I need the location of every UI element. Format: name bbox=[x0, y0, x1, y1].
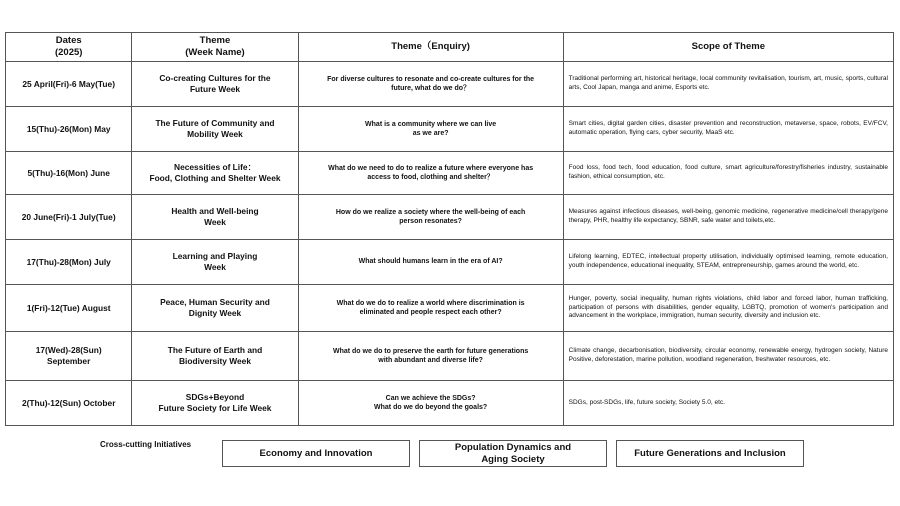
row-enquiry: What do we do to preserve the earth for future generations with abundant and diverse life? bbox=[298, 332, 563, 381]
row-dates: 2(Thu)-12(Sun) October bbox=[6, 381, 132, 426]
row-scope: Lifelong learning, EDTEC, intellectual property utilisation, individually optimised learning, remote education, youth independence, educational inequality, STEAM, entrepreneurship, games around the world, etc. bbox=[563, 240, 893, 285]
row-week: Health and Well-being Week bbox=[132, 195, 298, 240]
row-enquiry: What should humans learn in the era of AI? bbox=[298, 240, 563, 285]
row-enquiry: How do we realize a society where the well-being of each person resonates? bbox=[298, 195, 563, 240]
initiative-population-box bbox=[419, 440, 607, 467]
table-row bbox=[6, 152, 894, 195]
row-scope: Measures against infectious diseases, well-being, genomic medicine, regenerative medicine/cell therapy/gene therapy, PHR, healthy life expectancy, SBNR, safe water and toilets,etc. bbox=[563, 195, 893, 240]
row-week: Necessities of Life： Food, Clothing and Shelter Week bbox=[132, 152, 298, 195]
table-row bbox=[6, 332, 894, 381]
row-enquiry: Can we achieve the SDGs? What do we do beyond the goals? bbox=[298, 381, 563, 426]
initiative-label: Future Generations and Inclusion bbox=[634, 447, 786, 459]
row-week: The Future of Earth and Biodiversity Week bbox=[132, 332, 298, 381]
table-row bbox=[6, 285, 894, 332]
table-row bbox=[6, 381, 894, 426]
row-dates: 17(Wed)-28(Sun) September bbox=[6, 332, 132, 381]
row-scope: SDGs, post-SDGs, life, future society, Society 5.0, etc. bbox=[563, 381, 893, 426]
row-dates: 20 June(Fri)-1 July(Tue) bbox=[6, 195, 132, 240]
row-dates: 1(Fri)-12(Tue) August bbox=[6, 285, 132, 332]
table-row bbox=[6, 62, 894, 107]
row-dates: 25 April(Fri)-6 May(Tue) bbox=[6, 62, 132, 107]
row-scope: Smart cities, digital garden cities, disaster prevention and reconstruction, metaverse, space, robots, EV/FCV, automatic operation, flying cars, cyber security, MaaS etc. bbox=[563, 107, 893, 152]
table-row bbox=[6, 107, 894, 152]
row-scope: Climate change, decarbonisation, biodiversity, circular economy, renewable energy, hydrogen society, Nature Positive, deforestation, marine pollution, woodland regeneration, freshwater resources, etc. bbox=[563, 332, 893, 381]
row-enquiry: What is a community where we can live as we are? bbox=[298, 107, 563, 152]
row-week: SDGs+Beyond Future Society for Life Week bbox=[132, 381, 298, 426]
header-dates: Dates (2025) bbox=[6, 33, 132, 62]
row-dates: 17(Thu)-28(Mon) July bbox=[6, 240, 132, 285]
header-theme: Theme (Week Name) bbox=[132, 33, 298, 62]
header-enquiry: Theme（Enquiry) bbox=[298, 33, 563, 62]
initiative-label: Economy and Innovation bbox=[259, 447, 373, 459]
initiative-future-generations-box bbox=[616, 440, 804, 467]
row-scope: Traditional performing art, historical heritage, local community revitalisation, tourism, art, music, sports, cultural arts, Cool Japan, manga and anime, Esports etc. bbox=[563, 62, 893, 107]
table-row bbox=[6, 240, 894, 285]
row-week: Peace, Human Security and Dignity Week bbox=[132, 285, 298, 332]
initiative-economy-box bbox=[222, 440, 410, 467]
row-dates: 15(Thu)-26(Mon) May bbox=[6, 107, 132, 152]
initiative-label: Population Dynamics and Aging Society bbox=[454, 441, 572, 465]
cross-cutting-initiatives bbox=[0, 436, 900, 470]
row-week: Learning and Playing Week bbox=[132, 240, 298, 285]
row-scope: Food loss, food tech, food education, food culture, smart agriculture/forestry/fisheries industry, sustainable fashion, ethical consumption, etc. bbox=[563, 152, 893, 195]
row-enquiry: What do we need to do to realize a future where everyone has access to food, clothing and shelter？ bbox=[298, 152, 563, 195]
row-enquiry: What do we do to realize a world where discrimination is eliminated and people respect each other? bbox=[298, 285, 563, 332]
row-dates: 5(Thu)-16(Mon) June bbox=[6, 152, 132, 195]
row-week: The Future of Community and Mobility Week bbox=[132, 107, 298, 152]
theme-schedule-table bbox=[5, 32, 894, 426]
row-week: Co-creating Cultures for the Future Week bbox=[132, 62, 298, 107]
row-scope: Hunger, poverty, social inequality, human rights violations, child labor and forced labor, human trafficking, participation of persons with disabilities, gender equality, LGBTQ, promotion of women's participation and advancement in the workplace, immigration, human security, diversity and inclusion etc. bbox=[563, 285, 893, 332]
cross-cutting-label: Cross-cutting Initiatives bbox=[100, 440, 192, 449]
header-scope: Scope of Theme bbox=[563, 33, 893, 62]
table-header-row bbox=[6, 33, 894, 62]
table-row bbox=[6, 195, 894, 240]
row-enquiry: For diverse cultures to resonate and co-create cultures for the future, what do we do？ bbox=[298, 62, 563, 107]
